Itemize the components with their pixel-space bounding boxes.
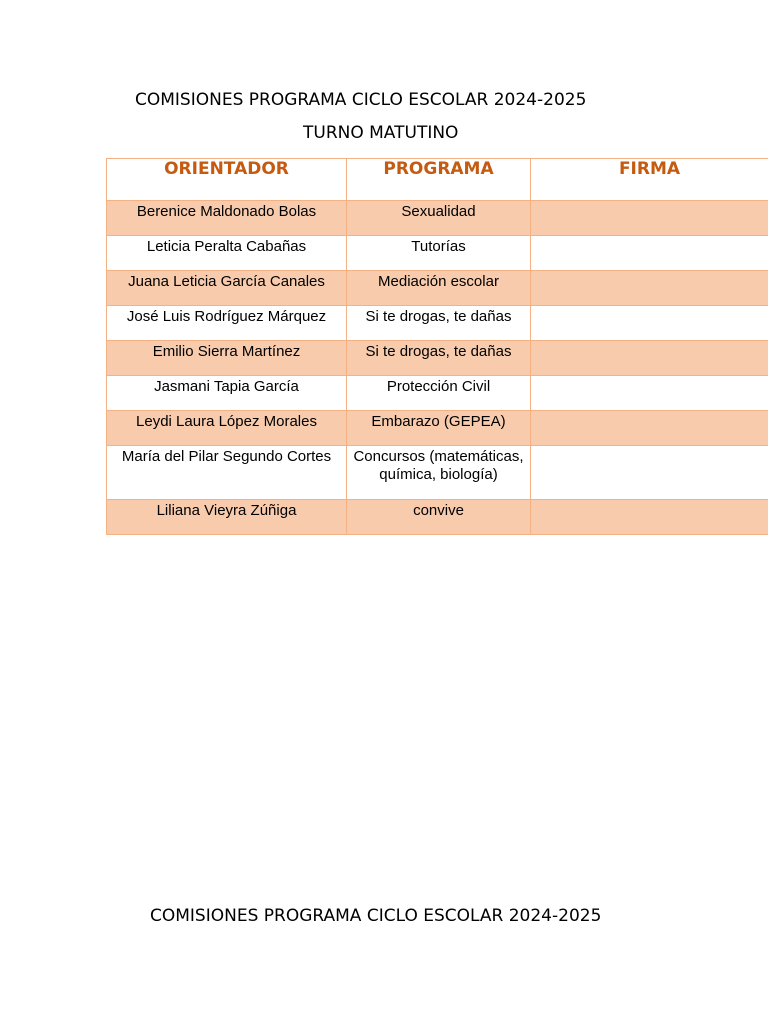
cell-programa: Tutorías [347,236,531,271]
table-row [107,236,768,271]
cell-programa: Concursos (matemáticas, química, biología) [347,446,531,500]
cell-orientador: José Luis Rodríguez Márquez [107,306,347,341]
cell-firma [531,446,768,500]
cell-orientador: Liliana Vieyra Zúñiga [107,500,347,535]
cell-orientador: Jasmani Tapia García [107,376,347,411]
next-page-title: COMISIONES PROGRAMA CICLO ESCOLAR 2024-2025 [150,906,602,926]
cell-orientador: María del Pilar Segundo Cortes [107,446,347,500]
cell-firma [531,500,768,535]
cell-programa: Si te drogas, te dañas [347,341,531,376]
table-row [107,201,768,236]
table-row [107,271,768,306]
cell-programa: convive [347,500,531,535]
cell-programa: Mediación escolar [347,271,531,306]
cell-firma [531,201,768,236]
cell-firma [531,271,768,306]
table-row [107,411,768,446]
header-firma: FIRMA [531,159,768,201]
cell-firma [531,306,768,341]
cell-programa: Protección Civil [347,376,531,411]
cell-firma [531,376,768,411]
header-orientador: ORIENTADOR [107,159,347,201]
cell-orientador: Juana Leticia García Canales [107,271,347,306]
table-header-row [107,159,768,201]
table-row [107,376,768,411]
table-row [107,306,768,341]
cell-programa: Embarazo (GEPEA) [347,411,531,446]
table-row [107,341,768,376]
cell-programa: Sexualidad [347,201,531,236]
header-programa: PROGRAMA [347,159,531,201]
cell-orientador: Berenice Maldonado Bolas [107,201,347,236]
table-row [107,446,768,500]
commissions-table [106,158,768,535]
cell-firma [531,236,768,271]
cell-firma [531,411,768,446]
cell-orientador: Leticia Peralta Cabañas [107,236,347,271]
cell-orientador: Leydi Laura López Morales [107,411,347,446]
cell-firma [531,341,768,376]
table-row [107,500,768,535]
cell-orientador: Emilio Sierra Martínez [107,341,347,376]
shift-subtitle: TURNO MATUTINO [303,123,459,143]
cell-programa: Si te drogas, te dañas [347,306,531,341]
document-title: COMISIONES PROGRAMA CICLO ESCOLAR 2024-2025 [135,90,587,110]
